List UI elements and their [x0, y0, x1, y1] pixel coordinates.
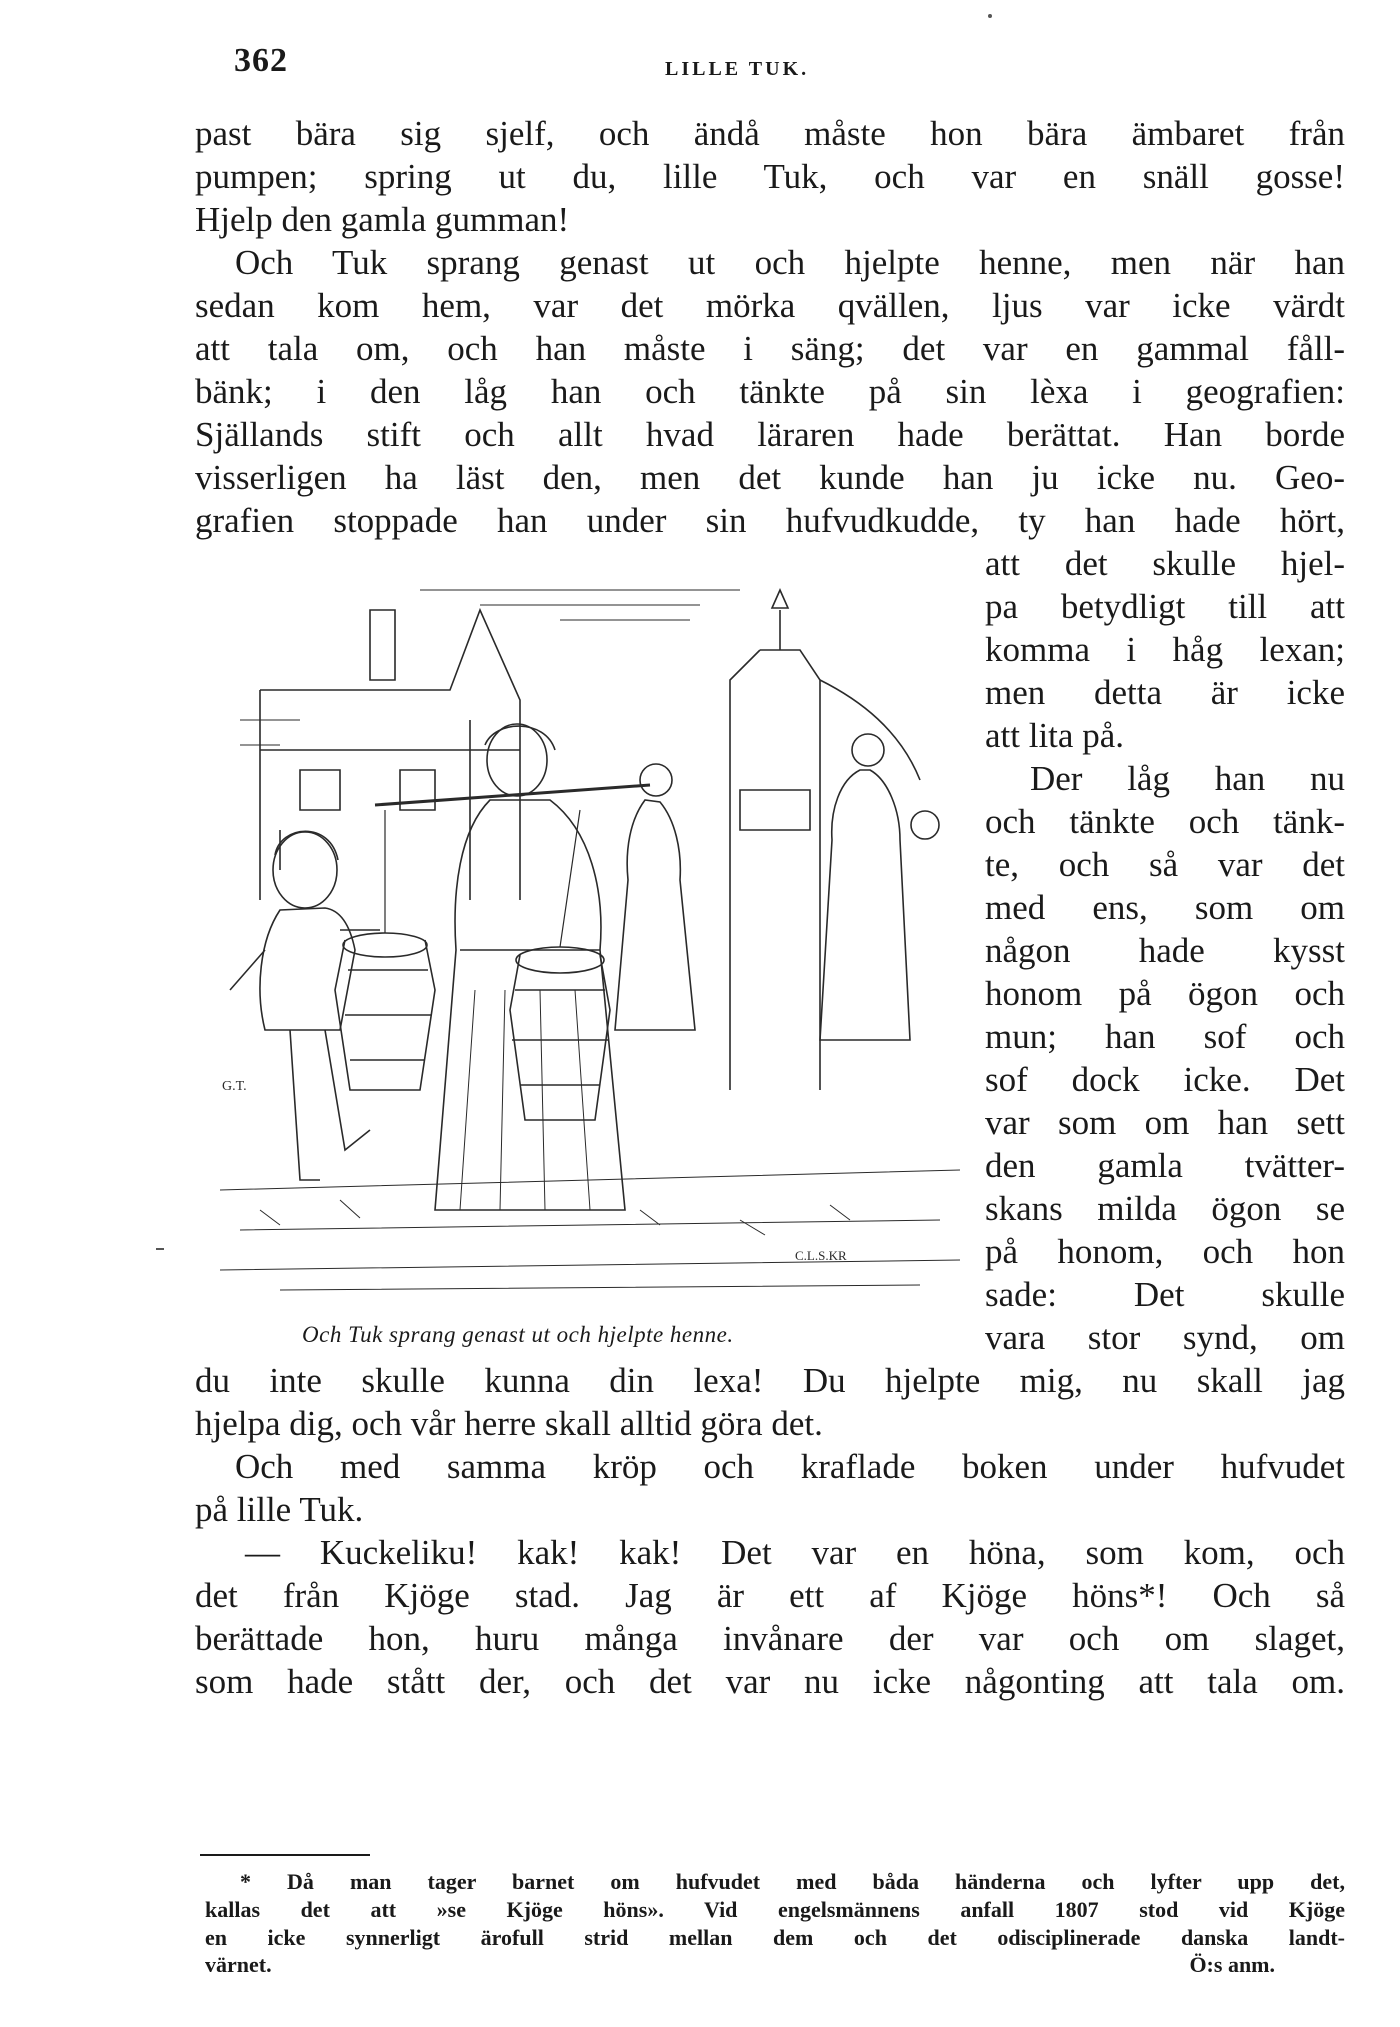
body-line: grafien stoppade han under sin hufvudkudde, ty han hade hört,: [195, 501, 1345, 540]
side-line: skans milda ögon se: [985, 1189, 1345, 1228]
footnote-rule: [200, 1854, 370, 1856]
illustration-signature-right: C.L.S.KR: [795, 1248, 847, 1263]
body-line: Och Tuk sprang genast ut och hjelpte henne, men när han: [235, 243, 1345, 282]
body-line: att tala om, och han måste i säng; det var en gammal fåll-: [195, 329, 1345, 368]
side-line: Der låg han nu: [1030, 759, 1345, 798]
side-line: var som om han sett: [985, 1103, 1345, 1142]
engraving-illustration: [220, 570, 960, 1310]
side-line: te, och så var det: [985, 845, 1345, 884]
body-line: du inte skulle kunna din lexa! Du hjelpte mig, nu skall jag: [195, 1361, 1345, 1400]
body-line: hjelpa dig, och vår herre skall alltid göra det.: [195, 1404, 823, 1443]
body-line: som hade stått der, och det var nu icke någonting att tala om.: [195, 1662, 1345, 1701]
body-line: Och med samma kröp och kraflade boken under hufvudet: [235, 1447, 1345, 1486]
page-number: 362: [234, 42, 288, 79]
side-line: pa betydligt till att: [985, 587, 1345, 626]
body-line: på lille Tuk.: [195, 1490, 364, 1529]
side-line: att det skulle hjel-: [985, 544, 1345, 583]
print-speck: [156, 1248, 164, 1250]
side-line: vara stor synd, om: [985, 1318, 1345, 1357]
body-line: sedan kom hem, var det mörka qvällen, ljus var icke värdt: [195, 286, 1345, 325]
side-line: honom på ögon och: [985, 974, 1345, 1013]
print-speck: [988, 14, 992, 18]
side-line: den gamla tvätter-: [985, 1146, 1345, 1185]
footnote-line: värnet.: [205, 1952, 272, 1977]
body-line: Hjelp den gamla gumman!: [195, 200, 570, 239]
footnote-line: en icke synnerligt ärofull strid mellan dem och det odisciplinerade danska landt-: [205, 1925, 1345, 1950]
body-line: berättade hon, huru många invånare der var och om slaget,: [195, 1619, 1345, 1658]
side-line: och tänkte och tänk-: [985, 802, 1345, 841]
figure-caption: Och Tuk sprang genast ut och hjelpte henne.: [302, 1322, 734, 1347]
side-line: sade: Det skulle: [985, 1275, 1345, 1314]
footnote-line: * Då man tager barnet om hufvudet med båda händerna och lyfter upp det,: [240, 1869, 1345, 1894]
side-line: med ens, som om: [985, 888, 1345, 927]
body-line: bänk; i den låg han och tänkte på sin lèxa i geografien:: [195, 372, 1345, 411]
running-title: LILLE TUK.: [665, 58, 810, 80]
footnote-signature: Ö:s anm.: [1189, 1952, 1275, 1977]
side-line: mun; han sof och: [985, 1017, 1345, 1056]
side-line: sof dock icke. Det: [985, 1060, 1345, 1099]
side-line: på honom, och hon: [985, 1232, 1345, 1271]
body-line: — Kuckeliku! kak! kak! Det var en höna, som kom, och: [245, 1533, 1345, 1572]
footnote-line: kallas det att »se Kjöge höns». Vid engelsmännens anfall 1807 stod vid Kjöge: [205, 1897, 1345, 1922]
illustration-signature-left: G.T.: [222, 1079, 247, 1094]
body-line: visserligen ha läst den, men det kunde han ju icke nu. Geo-: [195, 458, 1345, 497]
body-line: det från Kjöge stad. Jag är ett af Kjöge höns*! Och så: [195, 1576, 1345, 1615]
body-line: Själlands stift och allt hvad läraren hade berättat. Han borde: [195, 415, 1345, 454]
side-line: att lita på.: [985, 716, 1124, 755]
body-line: pumpen; spring ut du, lille Tuk, och var en snäll gosse!: [195, 157, 1345, 196]
footnote-last-line: [205, 1952, 1275, 1978]
side-line: men detta är icke: [985, 673, 1345, 712]
body-line: past bära sig sjelf, och ändå måste hon bära ämbaret från: [195, 114, 1345, 153]
side-line: komma i håg lexan;: [985, 630, 1345, 669]
side-line: någon hade kysst: [985, 931, 1345, 970]
